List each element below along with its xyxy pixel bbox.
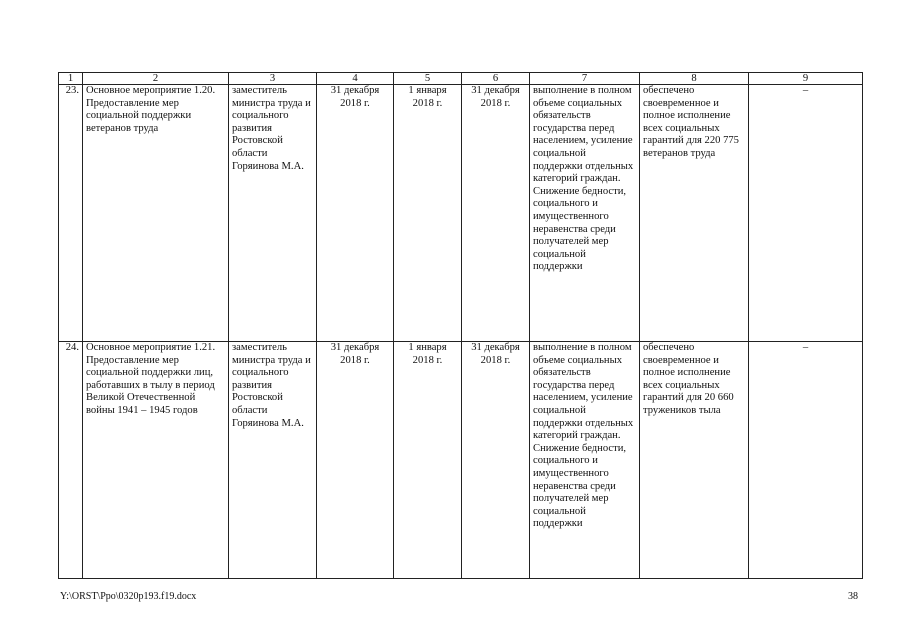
row-number: 24. xyxy=(59,342,83,579)
date-cell: 31 декабря 2018 г. xyxy=(462,342,530,579)
date-cell: 31 декабря 2018 г. xyxy=(462,85,530,342)
column-number: 2 xyxy=(83,73,229,85)
column-number: 7 xyxy=(530,73,640,85)
note-cell: – xyxy=(749,342,863,579)
column-number: 6 xyxy=(462,73,530,85)
note-cell: – xyxy=(749,85,863,342)
table-row xyxy=(59,342,863,579)
measure-name: Основное мероприятие 1.20. Предоставление мер социальной поддержки ветеранов труда xyxy=(83,85,229,342)
column-number-row xyxy=(59,73,863,85)
date-cell: 1 января 2018 г. xyxy=(394,342,462,579)
date-cell: 31 декабря 2018 г. xyxy=(317,85,394,342)
page-number: 38 xyxy=(848,591,858,602)
measure-name: Основное мероприятие 1.21. Предоставление мер социальной поддержки лиц, работавших в тылу в период Великой Отечественной войны 1941 – 1945 годов xyxy=(83,342,229,579)
footer-file-path: Y:\ORST\Ppo\0320p193.f19.docx xyxy=(60,591,197,602)
expected-result: выполнение в полном объеме социальных обязательств государства перед населением, усиление социальной поддержки отдельных категорий граждан. Снижение бедности, социального и имущественного неравенства среди получателей мер социальной поддержки xyxy=(530,342,640,579)
column-number: 4 xyxy=(317,73,394,85)
column-number: 3 xyxy=(229,73,317,85)
column-number: 1 xyxy=(59,73,83,85)
column-number: 5 xyxy=(394,73,462,85)
actual-result: обеспечено своевременное и полное исполнение всех социальных гарантий для 20 660 тружеников тыла xyxy=(640,342,749,579)
expected-result: выполнение в полном объеме социальных обязательств государства перед населением, усиление социальной поддержки отдельных категорий граждан. Снижение бедности, социального и имущественного неравенства среди получателей мер социальной поддержки xyxy=(530,85,640,342)
column-number: 9 xyxy=(749,73,863,85)
row-number: 23. xyxy=(59,85,83,342)
measures-table xyxy=(58,72,863,579)
actual-result: обеспечено своевременное и полное исполнение всех социальных гарантий для 220 775 ветеранов труда xyxy=(640,85,749,342)
responsible-person: заместитель министра труда и социального развития Ростовской области Горяинова М.А. xyxy=(229,85,317,342)
table-row xyxy=(59,85,863,342)
responsible-person: заместитель министра труда и социального развития Ростовской области Горяинова М.А. xyxy=(229,342,317,579)
date-cell: 1 января 2018 г. xyxy=(394,85,462,342)
date-cell: 31 декабря 2018 г. xyxy=(317,342,394,579)
column-number: 8 xyxy=(640,73,749,85)
